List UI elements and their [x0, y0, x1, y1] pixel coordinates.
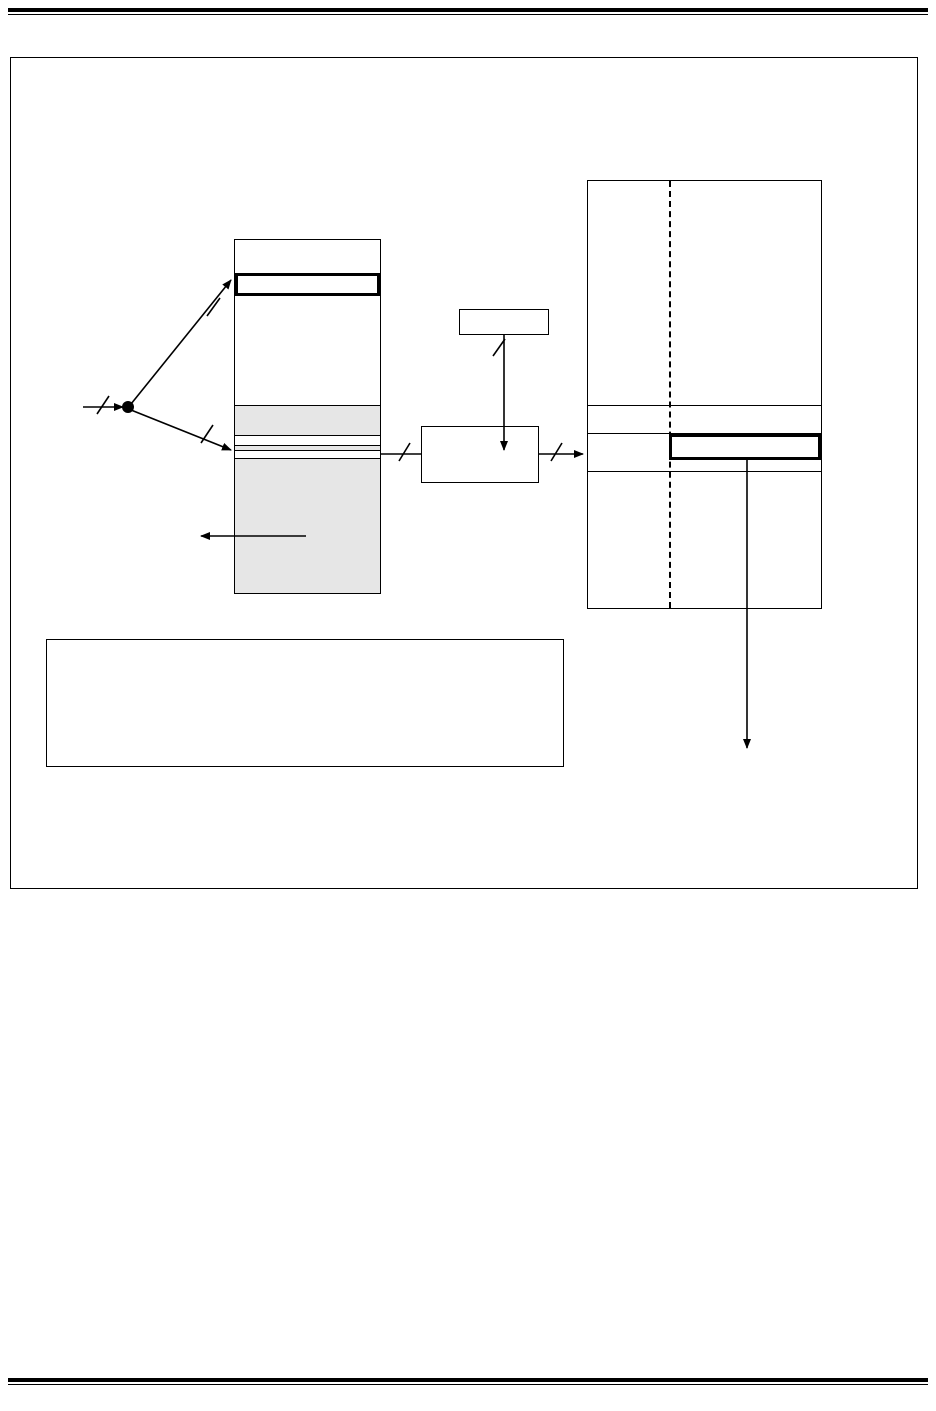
connector-layer — [11, 58, 919, 890]
page-top-rule — [8, 8, 928, 15]
rule-thick-line-bottom — [8, 1378, 928, 1382]
input-bus-slash — [97, 396, 109, 414]
branch-to-shaded-band — [131, 410, 231, 450]
memory-to-mux-slash — [399, 443, 410, 461]
rule-thin-line-bottom — [8, 1384, 928, 1385]
rule-thin-line — [8, 14, 928, 15]
rule-thick-line — [8, 8, 928, 12]
page-bottom-rule — [8, 1378, 928, 1385]
branch-to-highlight-row — [131, 280, 231, 404]
mux-to-target-slash — [551, 443, 562, 461]
figure-frame — [10, 57, 918, 889]
